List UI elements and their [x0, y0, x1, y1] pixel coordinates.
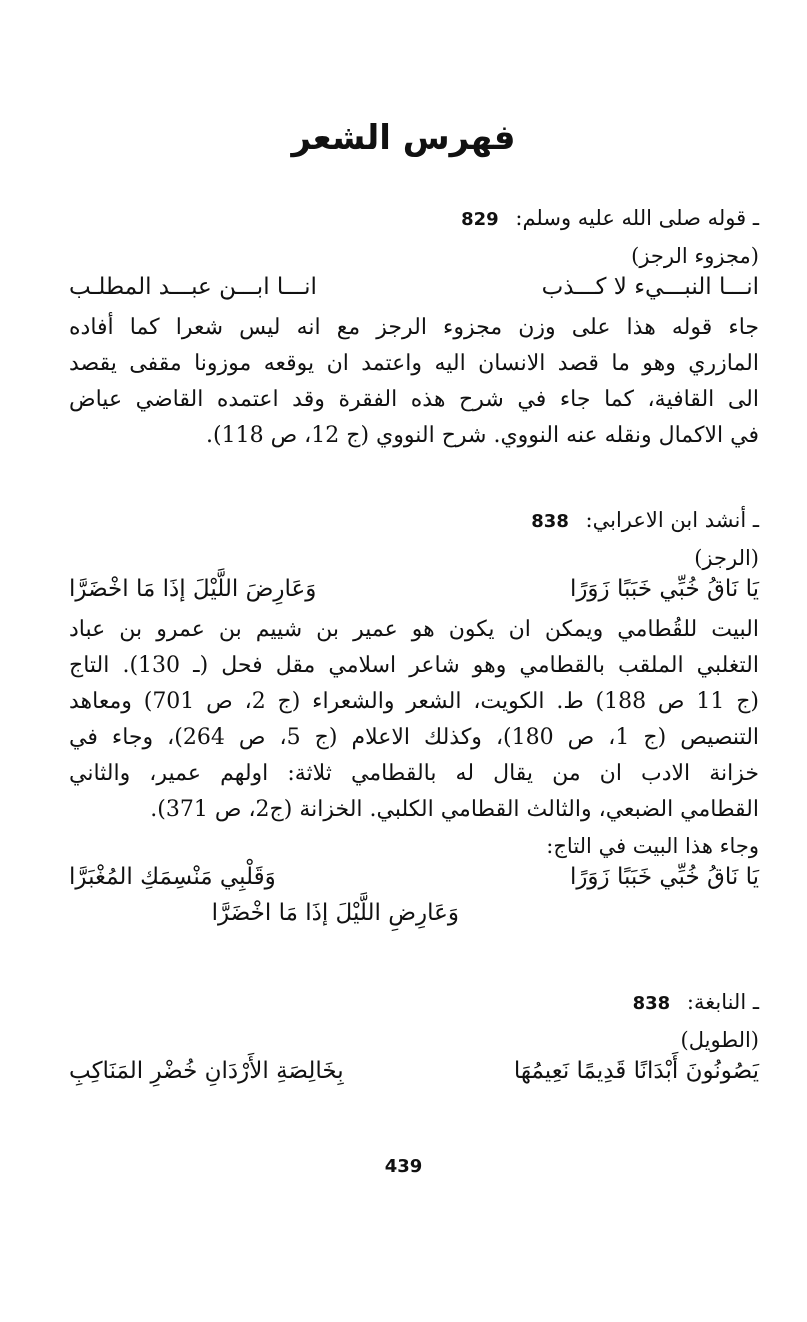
poetry-entry: [69, 200, 759, 454]
verse-intro: وجاء هذا البيت في التاج:: [546, 834, 759, 858]
text-line: القطامي الضبعي، والثالث القطامي الكلبي. الخزانة (ج2، ص 371).: [150, 797, 759, 822]
text-line: المازري وهو ما قصد الانسان اليه واعتمد ان يوقعه موزونا مقفى يقصد: [69, 351, 759, 376]
verse-second-hemistich: بِخَالِصَةِ الأَرْدَانِ خُضْرِ المَنَاكِبِ: [69, 1058, 344, 1084]
text-line: التنصيص (ج 1، ص 180)، وكذلك الاعلام (ج 5، ص 264)، وجاء في: [69, 725, 760, 750]
text-line: جاء قوله هذا على وزن مجزوء الرجز مع انه ليس شعرا كما أفاده: [69, 315, 759, 340]
entry-number: 838: [632, 993, 671, 1014]
verse-second-hemistich: انـــا ابـــن عبـــد المطلـب: [69, 274, 317, 300]
verse-first-hemistich: انـــا النبـــيء لا كـــذب: [541, 274, 759, 300]
page-title: فهرس الشعر: [291, 118, 516, 158]
entry-number: 838: [531, 511, 569, 532]
entry-number: 829: [461, 209, 499, 230]
text-line: البيت للقُطامي ويمكن ان يكون هو عمير بن شييم بن عمرو بن عباد: [69, 617, 759, 642]
verse-line: [69, 900, 759, 936]
entry-meter: (مجزوء الرجز): [631, 244, 759, 268]
entry-label: ـ قوله صلى الله عليه وسلم:: [515, 206, 759, 230]
entry-heading: [69, 200, 759, 238]
text-line: (ج 11 ص 188) ط. الكويت، الشعر والشعراء (ج 2، ص 701) ومعاهد: [69, 689, 760, 714]
verse-line: [69, 1058, 759, 1094]
verse-second-hemistich: وَعَارِضَ اللَّيْلَ إذَا مَا اخْضَرَّا: [69, 576, 317, 602]
entry-label: ـ النابغة:: [686, 990, 759, 1014]
text-line: التغلبي الملقب بالقطامي وهو شاعر اسلامي مقل فحل (ـ 130). التاج: [69, 653, 759, 678]
verse-first-hemistich: يَا نَاقُ خُبِّي خَبَبًا زَوَرًا: [569, 576, 759, 602]
entry-label: ـ أنشد ابن الاعرابي:: [585, 508, 759, 532]
verse-first-hemistich: يَصُونُونَ أَبْدَانًا قَدِيمًا نَعِيمُهَا: [513, 1058, 759, 1084]
entry-heading: [69, 502, 759, 540]
verse-continuation: وَعَارِضِ اللَّيْلَ إذَا مَا اخْضَرَّا: [211, 900, 459, 926]
entry-heading: [69, 984, 759, 1022]
verse-second-hemistich: وَقَلْبِي مَنْسِمَكِ المُغْبَرَّا: [69, 864, 276, 890]
entry-meter: (الطويل): [680, 1028, 759, 1052]
poetry-entry: [69, 984, 759, 1094]
verse-line: [69, 864, 759, 900]
entry-meter: (الرجز): [694, 546, 759, 570]
verse-first-hemistich: يَا نَاقُ خُبِّي خَبَبًا زَوَرًا: [569, 864, 759, 890]
page-number: 439: [384, 1156, 423, 1177]
poetry-entry: [69, 502, 759, 936]
text-line: في الاكمال ونقله عنه النووي. شرح النووي (ج 12، ص 118).: [206, 423, 759, 448]
text-line: خزانة الادب ان من يقال له بالقطامي ثلاثة: اولهم عمير، والثاني: [69, 761, 759, 786]
verse-line: [69, 576, 759, 612]
text-line: الى القافية، كما جاء في شرح هذه الفقرة وقد اعتمده القاضي عياض: [69, 387, 759, 412]
verse-line: [69, 274, 759, 310]
